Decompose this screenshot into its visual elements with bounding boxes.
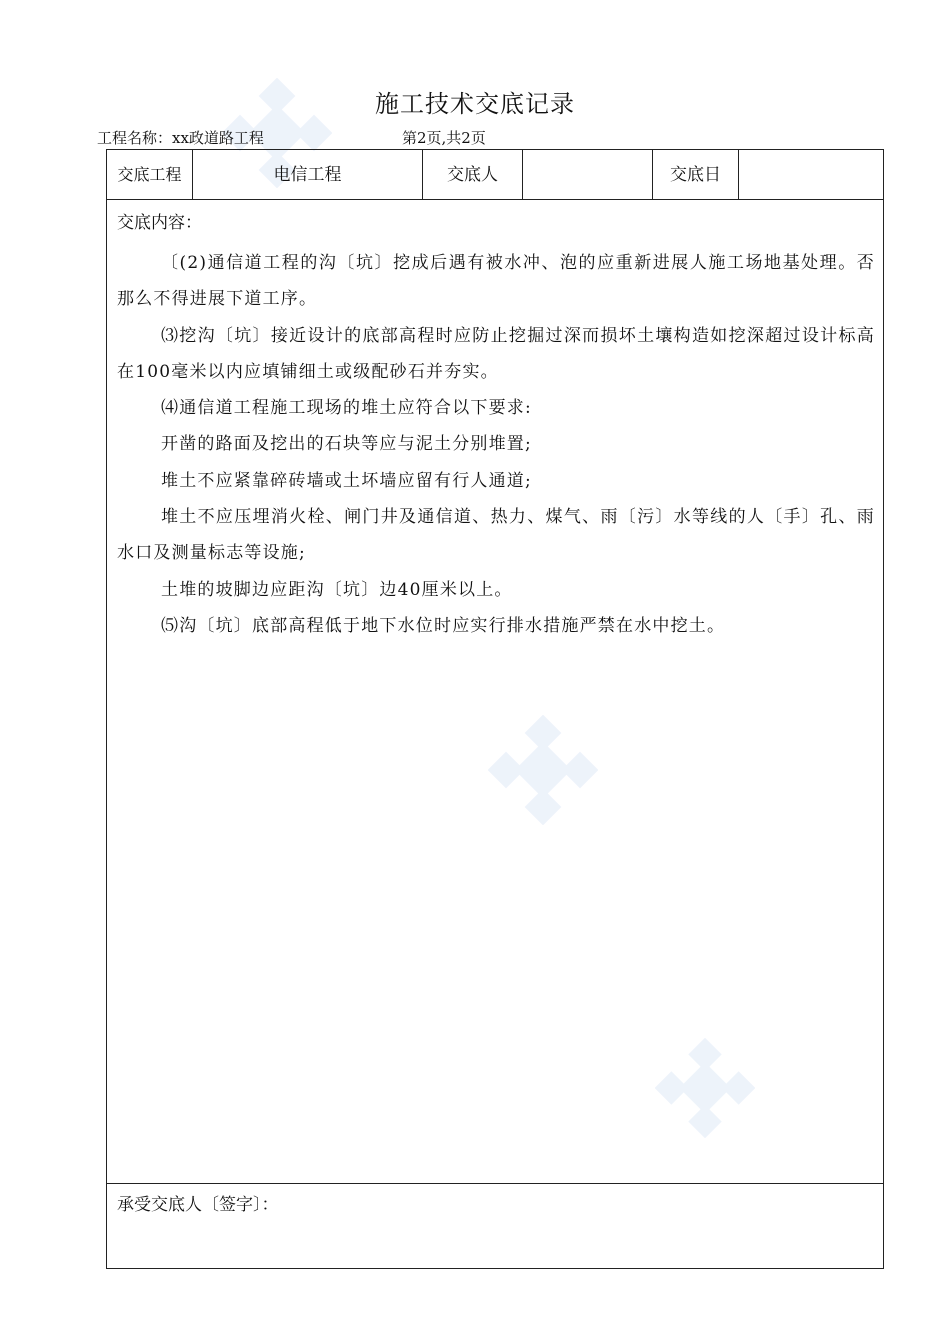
paragraph-8: ⑸沟〔坑〕底部高程低于地下水位时应实行排水措施严禁在水中挖土。 xyxy=(161,615,726,636)
record-table xyxy=(106,149,884,1269)
subject-value: 电信工程 xyxy=(193,150,423,199)
content-section xyxy=(107,200,883,1184)
header-row xyxy=(107,150,883,200)
content-paragraphs xyxy=(117,245,875,644)
paragraph-4: 开凿的路面及挖出的石块等应与泥土分别堆置; xyxy=(161,434,532,455)
paragraph-3: ⑷通信道工程施工现场的堆土应符合以下要求: xyxy=(161,398,532,419)
presenter-label: 交底人 xyxy=(423,150,523,199)
paragraph-5: 堆土不应紧靠碎砖墙或土坏墙应留有行人通道; xyxy=(161,470,532,491)
presenter-value xyxy=(523,150,653,199)
paragraph-7: 土堆的坡脚边应距沟〔坑〕边40厘米以上。 xyxy=(161,579,513,600)
project-name: 工程名称：xx政道路工程 xyxy=(97,129,264,147)
signature-label: 承受交底人〔签字〕： xyxy=(117,1195,279,1215)
subject-label: 交底工程 xyxy=(107,150,193,199)
date-label: 交底日 xyxy=(653,150,739,199)
document-title: 施工技术交底记录 xyxy=(375,90,575,118)
paragraph-2: ⑶挖沟〔坑〕接近设计的底部高程时应防止挖掘过深而损坏土壤构造如挖深超过设计标高在100毫米以内应填铺细土或级配砂石并夯实。 xyxy=(117,325,875,382)
date-value xyxy=(739,150,883,199)
paragraph-6: 堆土不应压埋消火栓、闸门井及通信道、热力、煤气、雨〔污〕水等线的人〔手〕孔、雨水口及测量标志等设施; xyxy=(117,507,875,564)
paragraph-1: 〔(2)通信道工程的沟〔坑〕挖成后遇有被水冲、泡的应重新进展人施工场地基处理。否那么不得进展下道工序。 xyxy=(117,253,875,310)
content-label: 交底内容： xyxy=(117,213,202,233)
page-info: 第2页,共2页 xyxy=(402,129,486,147)
